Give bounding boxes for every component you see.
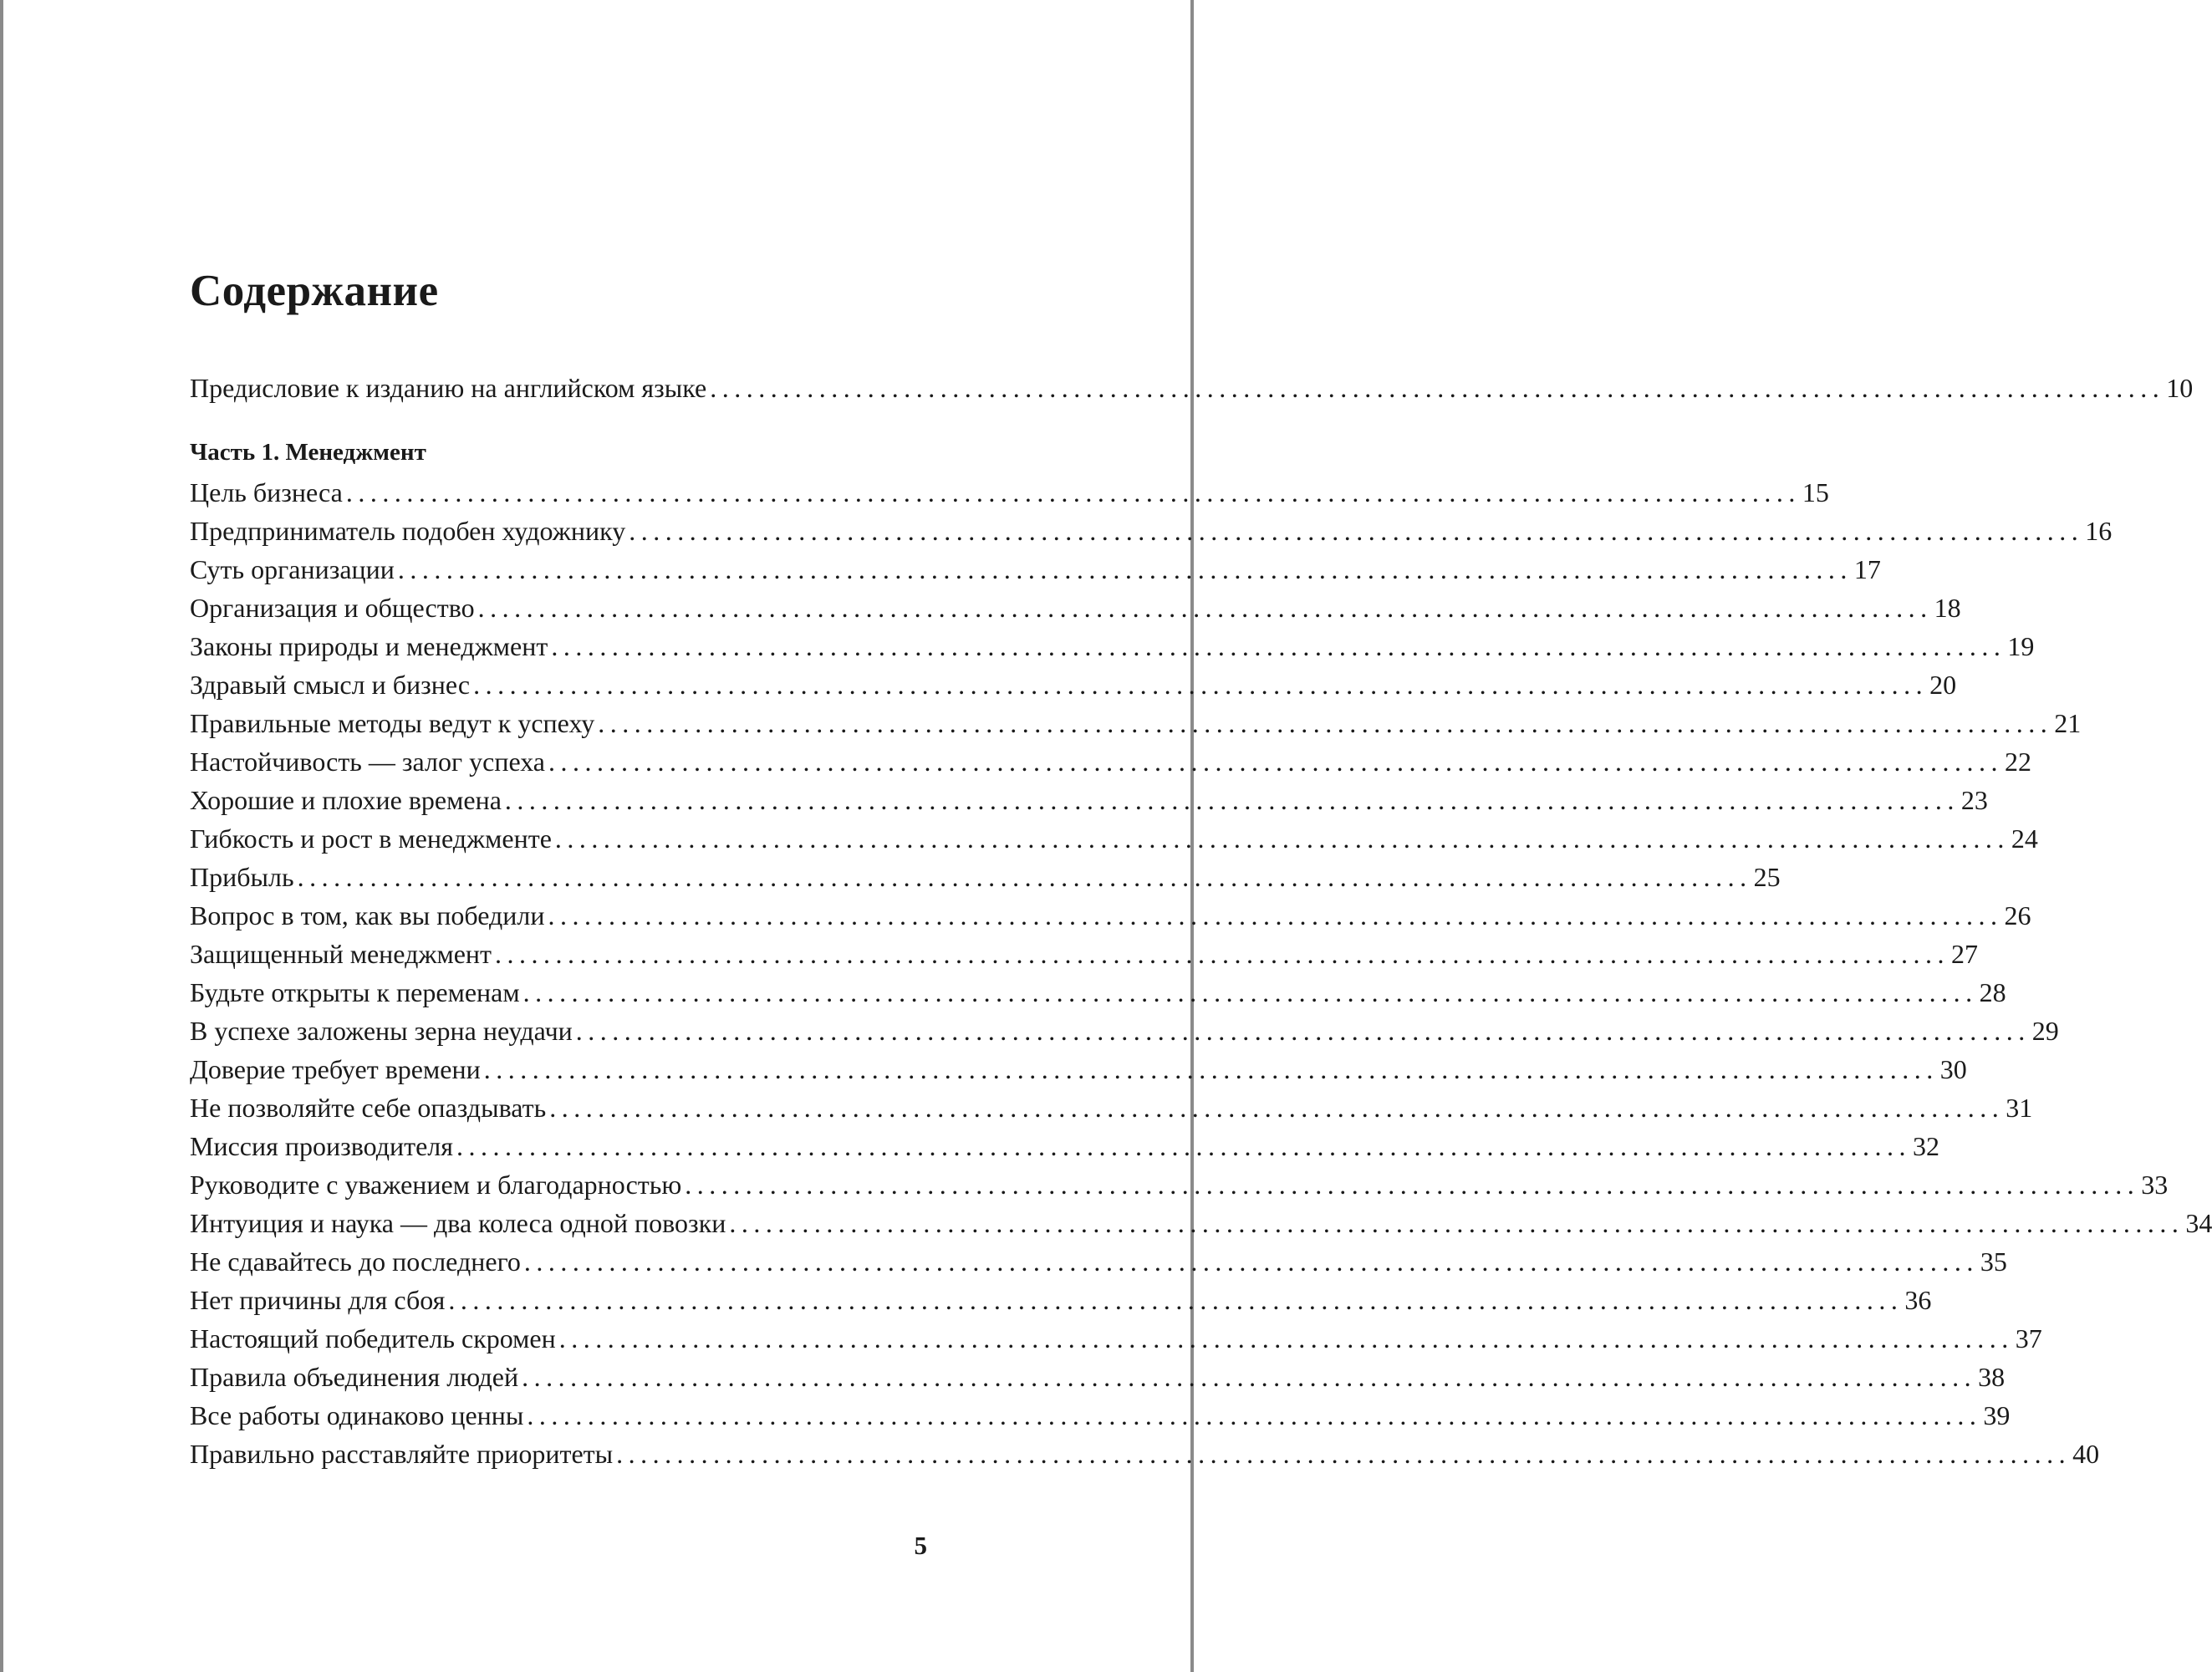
toc-entry[interactable] bbox=[190, 1242, 2007, 1281]
toc-entry[interactable] bbox=[190, 1165, 2169, 1204]
toc-entry-label: Организация и общество bbox=[190, 593, 475, 623]
toc-entry-label: Правильно расставляйте приоритеты bbox=[190, 1439, 614, 1469]
dot-leader: ........................................................................................................................ bbox=[477, 593, 1933, 623]
dot-leader: ........................................................................................................................ bbox=[522, 1362, 1977, 1392]
toc-entry-page: 29 bbox=[2031, 1016, 2059, 1046]
toc-entry-label: Миссия производителя bbox=[190, 1131, 453, 1161]
toc-entry-page: 33 bbox=[2141, 1170, 2169, 1200]
dot-leader: ........................................................................................................................ bbox=[710, 373, 2165, 403]
page-title: Содержание bbox=[190, 267, 439, 315]
toc-entry-label: Все работы одинаково ценны bbox=[190, 1400, 524, 1430]
toc-entry[interactable] bbox=[190, 935, 1979, 973]
toc-entry-label: Предисловие к изданию на английском языке bbox=[190, 373, 707, 403]
toc-entry-page: 22 bbox=[2005, 747, 2031, 777]
toc-entry[interactable] bbox=[190, 1396, 2011, 1435]
toc-entry-label: Здравый смысл и бизнес bbox=[190, 670, 471, 700]
toc-entry-label: Защищенный менеджмент bbox=[190, 939, 492, 969]
toc-entry-page: 26 bbox=[2004, 900, 2031, 930]
toc-entry-page: 23 bbox=[1960, 785, 1988, 815]
dot-leader: ........................................................................................................................ bbox=[522, 977, 1978, 1007]
dot-leader: ........................................................................................................................ bbox=[456, 1131, 1911, 1161]
dot-leader: ........................................................................................................................ bbox=[397, 554, 1853, 584]
dot-leader: ........................................................................................................................ bbox=[598, 708, 2053, 738]
toc-entry[interactable] bbox=[190, 627, 2035, 665]
toc-entry[interactable] bbox=[190, 1088, 2033, 1127]
toc-entry[interactable] bbox=[190, 473, 1829, 512]
dot-leader: ........................................................................................................................ bbox=[448, 1285, 1904, 1315]
toc-entry-page: 21 bbox=[2054, 708, 2082, 738]
dot-leader: ........................................................................................................................ bbox=[551, 631, 2006, 661]
toc-entry[interactable] bbox=[190, 1127, 1939, 1165]
toc-entry-page: 32 bbox=[1912, 1131, 1939, 1161]
toc-entry[interactable] bbox=[190, 550, 1881, 589]
toc-entry[interactable] bbox=[190, 819, 2038, 858]
toc-entry-label: Законы природы и менеджмент bbox=[190, 631, 548, 661]
dot-leader: ........................................................................................................................ bbox=[616, 1439, 2072, 1469]
toc-entry-page: 40 bbox=[2072, 1439, 2100, 1469]
dot-leader: ........................................................................................................................ bbox=[473, 670, 1929, 700]
toc-entry-page: 37 bbox=[2015, 1323, 2042, 1353]
toc-entry-label: Не позволяйте себе опаздывать bbox=[190, 1093, 547, 1123]
toc-entry-page: 34 bbox=[2185, 1208, 2212, 1238]
toc-entry-page: 15 bbox=[1802, 477, 1829, 507]
toc-entry[interactable] bbox=[190, 858, 1781, 896]
toc-entry-label: Гибкость и рост в менеджменте bbox=[190, 823, 552, 854]
toc-entry-label: Цель бизнеса bbox=[190, 477, 343, 507]
toc-entry-label: Правила объединения людей bbox=[190, 1362, 519, 1392]
dot-leader: ........................................................................................................................ bbox=[558, 1323, 2014, 1353]
toc-entry[interactable] bbox=[190, 1281, 1932, 1319]
toc-entry[interactable] bbox=[190, 1358, 2006, 1396]
dot-leader: ........................................................................................................................ bbox=[575, 1016, 2031, 1046]
toc-entry[interactable] bbox=[190, 1204, 2212, 1242]
dot-leader: ........................................................................................................................ bbox=[297, 862, 1752, 892]
dot-leader: ........................................................................................................................ bbox=[554, 823, 2010, 854]
toc-entry-label: Настоящий победитель скромен bbox=[190, 1323, 556, 1353]
toc-entry[interactable] bbox=[190, 589, 1961, 627]
toc-entry-preface[interactable] bbox=[190, 369, 2194, 407]
toc-entry-label: Руководите с уважением и благодарностью bbox=[190, 1170, 682, 1200]
dot-leader: ........................................................................................................................ bbox=[548, 900, 2003, 930]
toc-entry-label: Прибыль bbox=[190, 862, 294, 892]
toc-entry[interactable] bbox=[190, 512, 2113, 550]
toc-entry-page: 36 bbox=[1904, 1285, 1932, 1315]
toc-entry-page: 35 bbox=[1980, 1246, 2007, 1277]
dot-leader: ........................................................................................................................ bbox=[345, 477, 1801, 507]
toc-entry[interactable] bbox=[190, 704, 2082, 742]
page-number: 5 bbox=[914, 1531, 927, 1560]
toc-entry[interactable] bbox=[190, 742, 2031, 781]
toc-entry-label: Хорошие и плохие времена bbox=[190, 785, 502, 815]
toc-entry-label: В успехе заложены зерна неудачи bbox=[190, 1016, 573, 1046]
toc-entry-page: 25 bbox=[1753, 862, 1781, 892]
dot-leader: ........................................................................................................................ bbox=[504, 785, 1960, 815]
toc-entry-page: 38 bbox=[1978, 1362, 2006, 1392]
dot-leader: ........................................................................................................................ bbox=[523, 1246, 1979, 1277]
toc-entry[interactable] bbox=[190, 1050, 1967, 1088]
toc-entry-label: Вопрос в том, как вы победили bbox=[190, 900, 545, 930]
toc-entry-page: 20 bbox=[1929, 670, 1957, 700]
toc-entry[interactable] bbox=[190, 781, 1988, 819]
toc-entry[interactable] bbox=[190, 1435, 2100, 1473]
toc-entry-page: 27 bbox=[1951, 939, 1979, 969]
toc-entry-label: Интуиция и наука — два колеса одной повозки bbox=[190, 1208, 726, 1238]
toc-entry-page: 28 bbox=[1979, 977, 2006, 1007]
dot-leader: ........................................................................................................................ bbox=[629, 516, 2084, 546]
toc-entry[interactable] bbox=[190, 1012, 2059, 1050]
dot-leader: ........................................................................................................................ bbox=[548, 747, 2003, 777]
page-border-left bbox=[0, 0, 3, 1672]
section-heading: Часть 1. Менеджмент bbox=[190, 439, 426, 466]
toc-entry-page: 18 bbox=[1934, 593, 1961, 623]
toc-entry-label: Будьте открыты к переменам bbox=[190, 977, 520, 1007]
toc-entry[interactable] bbox=[190, 1319, 2042, 1358]
dot-leader: ........................................................................................................................ bbox=[483, 1054, 1939, 1084]
dot-leader: ........................................................................................................................ bbox=[685, 1170, 2140, 1200]
toc-entry-label: Доверие требует времени bbox=[190, 1054, 481, 1084]
toc-entry-page: 31 bbox=[2006, 1093, 2033, 1123]
toc-entry-page: 19 bbox=[2007, 631, 2035, 661]
toc-entry-page: 30 bbox=[1939, 1054, 1967, 1084]
toc-entry[interactable] bbox=[190, 973, 2006, 1012]
dot-leader: ........................................................................................................................ bbox=[527, 1400, 1982, 1430]
dot-leader: ........................................................................................................................ bbox=[729, 1208, 2184, 1238]
toc-entry-page: 16 bbox=[2085, 516, 2113, 546]
dot-leader: ........................................................................................................................ bbox=[549, 1093, 2005, 1123]
toc-entry-label: Не сдавайтесь до последнего bbox=[190, 1246, 521, 1277]
toc-entry-label: Нет причины для сбоя bbox=[190, 1285, 446, 1315]
toc-entry-page: 24 bbox=[2011, 823, 2038, 854]
toc-entry[interactable] bbox=[190, 896, 2031, 935]
toc-entry-label: Настойчивость — залог успеха bbox=[190, 747, 545, 777]
toc-entry-page: 17 bbox=[1853, 554, 1881, 584]
dot-leader: ........................................................................................................................ bbox=[495, 939, 1950, 969]
toc-entry-page: 39 bbox=[1983, 1400, 2011, 1430]
toc-entry[interactable] bbox=[190, 665, 1957, 704]
toc-entry-label: Суть организации bbox=[190, 554, 395, 584]
toc-entry-page: 10 bbox=[2166, 373, 2194, 403]
toc-entry-label: Правильные методы ведут к успеху bbox=[190, 708, 595, 738]
toc-entry-label: Предприниматель подобен художнику bbox=[190, 516, 626, 546]
